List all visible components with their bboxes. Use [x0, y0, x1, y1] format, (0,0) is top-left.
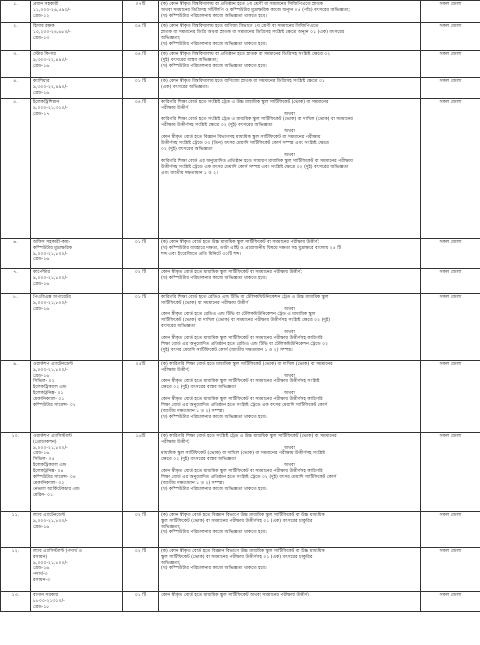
district-cell	[421, 1, 480, 23]
qualification-line: ০২ (দুই) বৎসরের অভিজ্ঞতা	[161, 146, 213, 152]
quantity-cell	[123, 268, 159, 293]
qualification-line: (খ) কম্পিউটার পরিচালনার কাজে অভিজ্ঞতা থাকতে হবে।	[161, 566, 267, 572]
post-line: গ্রেড-১৬	[33, 90, 50, 96]
qualification-cell	[159, 293, 421, 360]
post-cell	[31, 51, 123, 78]
qualification-line: (খ) কম্পিউটার পরিচালনার কাজে অভিজ্ঞতা থাকতে হবে।	[161, 63, 267, 69]
district-quota: সকল জেলা	[439, 99, 462, 105]
qualification-line: অথবা	[284, 306, 295, 312]
district-quota: সকল জেলা	[439, 79, 462, 84]
qualification-cell	[159, 23, 421, 51]
post-line: ১১,০০০-২৬,৫৯০/-	[33, 7, 71, 13]
serial-number: ৯.	[13, 361, 18, 367]
post-line: ইলেকট্রিশিয়ান	[33, 99, 60, 105]
serial-number: ১১.	[11, 512, 20, 518]
qualification-line: (দুই) বৎসর মেয়াদি সার্টিফিকেট কোর্স (জাতীয় দক্ষতামান ১ ও ২) সম্পন্ন।	[161, 347, 293, 353]
qualification-line: এবং জাতীয় দক্ষতামান ১ ও ২।	[161, 170, 218, 176]
post-line: গ্রেড-১৬	[33, 524, 50, 530]
qualification-line: উত্তীর্ণসহ সংশ্লিষ্ট ট্রেডে এক বৎসর মেয়াদি কোর্স সম্পন্ন এবং সংশ্লিষ্ট ক্ষেত্রে ০২ (দুই) বৎসরের অভিজ্ঞতা	[161, 164, 349, 170]
post-line: গ্রেড-১৬	[33, 281, 50, 287]
district-cell	[421, 591, 480, 612]
qualification-line: অথবা	[284, 391, 295, 397]
qualification-line: (খ) কম্পিউটার পরিচালনার কাজে অভিজ্ঞতা থাকতে হবে।	[161, 486, 267, 492]
post-line: গ্রেড-১২	[33, 13, 50, 19]
table-row	[1, 51, 480, 78]
district-cell	[421, 51, 480, 78]
district-quota: সকল জেলা	[439, 294, 462, 300]
qualification-line: (ক) কোন স্বীকৃত বিশ্ববিদ্যালয় হতে বাণিজ্য বিভাগে ২য় শ্রেণী বা সমমানের সিজিপিএতে	[161, 24, 319, 29]
post-line: গ্রেড-১৬	[33, 373, 50, 379]
qualification-line: (ক) কারিগরি শিক্ষা বোর্ড হতে সংশ্লিষ্ট ট্রেড এ উচ্চ মাধ্যমিক স্কুল সার্টিফিকেট (ভোক) বা সমমানের	[161, 433, 337, 439]
post-count: ০২ টি	[134, 548, 147, 554]
qualification-line: মাধ্যমিক স্কুল সার্টিফিকেট (ভোক) বা দাখিল (ভোক) বা সমমানের পরীক্ষায় উত্তীর্ণসহ সংশ্লিষ্ট	[161, 451, 325, 457]
qualification-line: (ক) কোন স্বীকৃত বিশ্ববিদ্যালয় বা প্রতিষ্ঠান হতে স্নাতক বা সমমানের ডিগ্রিসহ সংশ্লিষ্ট ক্ষেত্রে ০২	[161, 52, 331, 57]
qualification-line: অভিজ্ঞতা;	[161, 560, 181, 566]
post-line: ৯,০০০-২১,৩১০/-	[33, 105, 68, 111]
table-row	[1, 511, 480, 547]
qualification-line: কোন স্বীকৃত বোর্ড হতে মাধ্যমিক স্কুল সার্টিফিকেট অথবা সমমানের পরীক্ষায় উত্তীর্ণ।	[161, 592, 310, 598]
serial-number: ১.	[13, 2, 18, 7]
district-quota: সকল জেলা	[439, 592, 462, 598]
qualification-cell	[159, 78, 421, 99]
table-row	[1, 78, 480, 99]
quantity-cell	[123, 98, 159, 238]
post-line: গ্রেড-১৬	[33, 63, 50, 69]
serial-cell	[1, 547, 31, 591]
table-row	[1, 23, 480, 51]
district-quota: সকল জেলা	[439, 239, 462, 245]
post-line: ৯,০০০-২১,৮০০/-	[33, 560, 68, 566]
table-row	[1, 268, 480, 293]
post-line: গ্রেড-১৬	[33, 257, 50, 263]
qualification-line: কোন স্বীকৃত বোর্ড হতে রেডিও এন্ড টিভি বা টেলিকমিউনিকেশন ট্রেড এ মাধ্যমিক স্কুল	[161, 312, 316, 318]
qualification-line: অথবা	[284, 463, 295, 469]
district-quota: সকল জেলা	[439, 52, 462, 57]
qualification-line: (এক) বৎসরের অভিজ্ঞতা।	[161, 84, 209, 90]
table-row	[1, 360, 480, 432]
post-line: ৯,৩০০-২২,৪৯০/-	[33, 84, 68, 90]
qualification-cell	[159, 1, 421, 23]
post-line: অফিস সহকারী-কাম-	[33, 239, 71, 245]
post-line: ওয়ার্কশপ এ্যাটেনডেন্ট	[33, 361, 74, 367]
qualification-line: (খ) কম্পিউটার পরিচালনার কাজে অভিজ্ঞতা থাকতে হবে।	[161, 530, 267, 536]
post-line: ওয়ার্কশপ এ্যাসিস্ট্যান্ট	[33, 433, 72, 439]
post-line: গ্রেড-১৬	[33, 566, 50, 572]
qualification-line: সার্টিফিকেট (ভোক) বা দাখিল (ভোক) বা সমমানের পরীক্ষায় উত্তীর্ণসহ সংশ্লিষ্ট ক্ষেত্রে ০২ (দুই)	[161, 318, 331, 324]
qualification-line: (ক) কোন স্বীকৃত বোর্ড হতে বিজ্ঞান বিভাগে উচ্চ মাধ্যমিক স্কুল সার্টিফিকেট বা উচ্চ মাধ্যমিক	[161, 548, 325, 554]
qualification-line: উত্তীর্ণসহ সংশ্লিষ্ট ট্রেডে ০৩ (তিন) বৎসর মেয়াদি সার্টিফিকেট কোর্স সম্পন্ন এবং সংশ্লিষ্ট ক্ষেত্রে	[161, 141, 329, 147]
post-line: গ্রেড-১৩	[33, 35, 50, 41]
post-cell	[31, 360, 123, 432]
post-count: ০৭টি	[135, 2, 146, 7]
quantity-cell	[123, 511, 159, 547]
table-row	[1, 547, 480, 591]
post-line: মেরিন- ০১	[33, 492, 54, 498]
serial-number: ১০.	[11, 433, 20, 439]
qualification-cell	[159, 238, 421, 268]
qualification-line: কোন স্বীকৃত বোর্ড হতে মাধ্যমিক স্কুল সার্টিফিকেট বা সমমানের পরীক্ষায় উত্তীর্ণসহ কারিগরি	[161, 397, 323, 403]
quantity-cell	[123, 78, 159, 99]
table-row	[1, 591, 480, 612]
post-line: মেকানিক্যাল- ০১	[33, 397, 65, 403]
serial-cell	[1, 360, 31, 432]
post-line: প্রধান সহকারী	[33, 2, 59, 7]
quantity-cell	[123, 591, 159, 612]
quantity-cell	[123, 238, 159, 268]
qualification-line: পরীক্ষায় উত্তীর্ণ;	[161, 367, 190, 373]
qualification-cell	[159, 98, 421, 238]
post-line: বাগান সরকার	[33, 592, 59, 598]
serial-cell	[1, 98, 31, 238]
serial-number: ৪.	[13, 79, 18, 84]
serial-cell	[1, 238, 31, 268]
serial-number: ২.	[13, 24, 18, 29]
post-line: ইলেকট্রিক্যাল এন্ড	[33, 385, 67, 391]
post-line: ৯,০০০-২১,৮০০/-	[33, 445, 68, 451]
post-line: ইলেকট্রনিক্স- ০১	[33, 391, 64, 397]
serial-cell	[1, 432, 31, 511]
qualification-line: (ক) কারিগরি শিক্ষা বোর্ড হতে মাধ্যমিক স্কুল সার্টিফিকেট (ভোক) বা দাখিল (ভোক) বা সমমানের	[161, 361, 333, 367]
post-cell	[31, 268, 123, 293]
qualification-line: শিক্ষা বোর্ড এর অনুমোদিত প্রতিষ্ঠান হতে সংশ্লিষ্ট ট্রেডে ০২ (দুই) বৎসর মেয়াদি সার্টিফিকেট কোর্স	[161, 475, 337, 481]
quantity-cell	[123, 360, 159, 432]
qualification-line: পরীক্ষায় উত্তীর্ণসহ সংশ্লিষ্ট ক্ষেত্রে ০২ (দুই) বৎসরের অভিজ্ঞতা	[161, 123, 273, 129]
qualification-line: শিক্ষা বোর্ড এর অনুমোদিত প্রতিষ্ঠান হতে সংশ্লিষ্ট ট্রেডে এক বৎসর মেয়াদি সার্টিফিকেট কোর্স	[161, 403, 328, 409]
qualification-line: কারিগরি শিক্ষা বোর্ড হতে সংশ্লিষ্ট ট্রেড এ মাধ্যমিক স্কুল সার্টিফিকেট (ভোক) বা দাখিল (ভোক) বা সমমানের	[161, 117, 353, 123]
post-line: গ্রেড-১৬	[33, 451, 50, 457]
post-line: ইলেকট্রিক্যাল এন্ড	[33, 463, 67, 469]
table-body	[1, 1, 480, 612]
qualification-line: শিক্ষা বোর্ড এর অনুমোদিত প্রতিষ্ঠান হতে রেডিও এন্ড টিভি বা টেলিকমিউনিকেশন ট্রেডে ০২	[161, 341, 329, 347]
qualification-line: কোন স্বীকৃত বোর্ড হতে মাধ্যমিক স্কুল সার্টিফিকেট বা সমমানের পরীক্ষায় উত্তীর্ণ;	[161, 269, 303, 275]
qualification-line: (খ) কম্পিউটার পরিচালনায় কাজে অভিজ্ঞতা থাকতে হবে।	[161, 13, 267, 19]
post-line: নেভাল আর্কিটেকচার এন্ড	[33, 486, 80, 492]
qualification-line: (ক) কোন স্বীকৃত বিশ্ববিদ্যালয় বা প্রতিষ্ঠান হতে ২য় শ্রেণী বা সমমানের সিজিপিএতে স্নাতক	[161, 2, 324, 7]
district-quota: সকল জেলা	[439, 512, 462, 518]
qualification-line: (ক) কোন স্বীকৃত বোর্ড হতে বিজ্ঞান বিভাগে উচ্চ মাধ্যমিক স্কুল সার্টিফিকেট বা উচ্চ মাধ্যমিক	[161, 512, 325, 518]
district-cell	[421, 293, 480, 360]
post-cell	[31, 293, 123, 360]
district-cell	[421, 360, 480, 432]
post-line: ল্যাব এ্যাসিস্ট্যান্ট (পদার্থ ও	[33, 548, 82, 554]
post-cell	[31, 591, 123, 612]
qualification-cell	[159, 360, 421, 432]
post-line: ৮৮০০-২১৩১০/-	[33, 598, 65, 604]
post-count: ০৪ টি	[134, 99, 147, 105]
post-cell	[31, 432, 123, 511]
post-count: ০৫টি	[135, 361, 146, 367]
table-row	[1, 238, 480, 268]
qualification-line: অথবা	[284, 111, 295, 117]
quantity-cell	[123, 432, 159, 511]
qualification-line: (জাতীয় দক্ষতামান ১ ও ২) সম্পন্ন।	[161, 408, 225, 414]
post-count: ১৬টি	[135, 433, 146, 439]
district-quota: সকল জেলা	[439, 433, 462, 439]
quantity-cell	[123, 23, 159, 51]
serial-number: ৩.	[13, 52, 18, 57]
district-cell	[421, 98, 480, 238]
qualification-line: কারিগরি শিক্ষা বোর্ড এর অনুমোদিত প্রতিষ্ঠান হতে সাধারণ মাধ্যমিক স্কুল সার্টিফিকেট বা সমমানের পরীক্ষায়	[161, 158, 353, 164]
post-line: ৯,৩০০-২২,৪৯০/-	[33, 57, 68, 63]
post-line: কম্পিউটার সায়েন্স- ০১	[33, 403, 76, 409]
post-line: (প্রোডাকশন)	[33, 439, 57, 445]
qualification-line: অথবা	[284, 330, 295, 336]
district-quota: সকল জেলা	[439, 24, 462, 29]
qualification-line: অভিজ্ঞতা;	[161, 35, 181, 41]
qualification-line: কোন স্বীকৃত বোর্ড হতে মাধ্যমিক স্কুল সার্টিফিকেট বা সমমানের পরীক্ষায় উত্তীর্ণসহ সংশ্লিষ্ট	[161, 379, 320, 385]
district-quota: সকল জেলা	[439, 2, 462, 7]
qualification-cell	[159, 51, 421, 78]
district-quota: সকল জেলা	[439, 548, 462, 554]
post-cell	[31, 23, 123, 51]
qualification-line: ক্ষেত্রে ০২ (দুই) বৎসরের বাস্তব অভিজ্ঞতা	[161, 385, 237, 391]
post-line: ১০,২০০-২৪,৬৮০/-	[33, 29, 71, 35]
post-line: রসায়ন-৩	[33, 578, 50, 584]
post-cell	[31, 78, 123, 99]
qualification-line: অভিজ্ঞতা;	[161, 524, 181, 530]
qualification-line: পরীক্ষায় উত্তীর্ণ;	[161, 439, 190, 445]
qualification-line: বৎসরের অভিজ্ঞতা	[161, 324, 196, 330]
qualification-line: অথবা সমমানের ডিগ্রিসহ সাঁটলিপি ও কম্পিউটার মুদ্রাক্ষরিক কাজে অন্যূন ০৫ (পাঁচ) বৎসরের অভিজ্ঞতা;	[161, 7, 350, 13]
serial-number: ১৩.	[11, 592, 20, 598]
post-line: মেকানিক্যাল- ০২	[33, 480, 65, 486]
district-cell	[421, 78, 480, 99]
serial-number: ১২.	[11, 548, 20, 554]
post-line: কম্পিউটার সায়েন্স- ০৪	[33, 475, 76, 481]
serial-number: ৫.	[13, 99, 18, 105]
qualification-line: ক্ষেত্রে ০২ (দুই) বৎসরের বাস্তব অভিজ্ঞতা	[161, 457, 237, 463]
post-line: সিভিল- ০৫	[33, 457, 55, 463]
serial-cell	[1, 268, 31, 293]
post-line: পিএবিএক্স অপারেটর	[33, 294, 71, 300]
quantity-cell	[123, 1, 159, 23]
post-line: গ্রেড-১৬	[33, 306, 50, 312]
qualification-line: অথবা	[284, 152, 295, 158]
qualification-line: (খ) কম্পিউটার পরিচালনার কাজে অভিজ্ঞতা থাকতে হবে।	[161, 41, 267, 47]
qualification-line: পরীক্ষায় উত্তীর্ণ	[161, 105, 189, 111]
table-row	[1, 1, 480, 23]
district-cell	[421, 238, 480, 268]
qualification-line: অথবা	[284, 445, 295, 451]
table-row	[1, 432, 480, 511]
post-line: ৯,০০০-২১,৮০০/-	[33, 275, 68, 281]
qualification-line: (জাতীয় দক্ষতামান ১ ও ২) সম্পন্ন।	[161, 480, 225, 486]
post-line: কার্পেন্টার	[33, 269, 50, 275]
qualification-cell	[159, 511, 421, 547]
qualification-line: কারিগরি শিক্ষা বোর্ড হতে সংশ্লিষ্ট ট্রেড এ উচ্চ মাধ্যমিক স্কুল সার্টিফিকেট (ভোক) বা সমমানের	[161, 99, 329, 105]
serial-cell	[1, 78, 31, 99]
district-quota: সকল জেলা	[439, 361, 462, 367]
qualification-line: কোন স্বীকৃত বোর্ড হতে মাধ্যমিক স্কুল সার্টিফিকেট বা সমমানের পরীক্ষায় উত্তীর্ণসহ কারিগরি	[161, 469, 323, 475]
qualification-line: (খ) কম্পিউটার পরিচালনার কাজে অভিজ্ঞতা থাকতে হবে।	[161, 275, 267, 281]
post-line: সিভিল- ০২	[33, 379, 55, 385]
qualification-cell	[159, 591, 421, 612]
quantity-cell	[123, 293, 159, 360]
district-cell	[421, 23, 480, 51]
post-line: ৯,০০০-২১,৮০০/-	[33, 251, 68, 257]
post-line: ৯,০০০-২১,৮০০/-	[33, 300, 68, 306]
post-count: ০১ টি	[134, 294, 147, 300]
qualification-line: কোন স্বীকৃত বোর্ড হতে বিজ্ঞান বিভাগসহ মাধ্যমিক স্কুল সার্টিফিকেট বা সমমানের পরীক্ষায়	[161, 135, 321, 141]
qualification-line: (খ) কম্পিউটার ব্যবহারে দক্ষতা, ডাটা এন্ট্রি ও প্রয়োজনীয় বিষয়ে দক্ষতা সহ মুদ্রাক্ষরে বাংলায় ২৫ টি	[161, 245, 342, 251]
post-cell	[31, 547, 123, 591]
district-quota: সকল জেলা	[439, 269, 462, 275]
post-count: ০১ টি	[134, 79, 147, 84]
post-line: ইলেকট্রনিক্স- ০৪	[33, 469, 64, 475]
post-count: ০২ টি	[134, 269, 147, 275]
qualification-line: অথবা	[284, 129, 295, 135]
post-line: রসায়ন)	[33, 554, 48, 560]
serial-number: ৬.	[13, 239, 18, 245]
post-line: ৯,০০০-২১,৮০০/-	[33, 367, 68, 373]
qualification-line: (ক) কোন স্বীকৃত বিশ্ববিদ্যালয় হতে বাণিজ্যে স্নাতক বা সমমানের ডিগ্রিসহ সংশ্লিষ্ট ক্ষেত্রে ০১	[161, 79, 325, 84]
serial-number: ৮.	[13, 294, 18, 300]
qualification-line: স্নাতক বা সমমানের ডিগ্রি অথবা স্নাতক বা সমমানের ডিগ্রিসহ সংশ্লিষ্ট ক্ষেত্রে অন্যূন ০১ (এক) বৎসরের	[161, 29, 345, 35]
post-line: ল্যাব এ্যাটেনডেন্ট	[33, 512, 66, 518]
post-cell	[31, 1, 123, 23]
serial-cell	[1, 23, 31, 51]
qualification-line: অথবা	[284, 373, 295, 379]
post-line: গ্রেড-১৮	[33, 604, 50, 610]
post-line: ৯,০০০-২১,৮০০/-	[33, 518, 68, 524]
qualification-line: শব্দ এবং ইংরেজিতে প্রতি মিনিটে ৩০টি শব্দ।	[161, 251, 242, 257]
post-line: কম্পিউটার মুদ্রাক্ষরিক	[33, 245, 72, 251]
serial-cell	[1, 1, 31, 23]
district-cell	[421, 268, 480, 293]
qualification-line: (খ) কম্পিউটার পরিচালনার কাজে অভিজ্ঞতা থাকতে হবে।	[161, 414, 267, 420]
quantity-cell	[123, 51, 159, 78]
serial-cell	[1, 51, 31, 78]
qualification-line: স্কুল সার্টিফিকেট (ভোক) বা সমমানের পরীক্ষায় উত্তীর্ণসহ ০১ (এক) বৎসরের চাকুরির	[161, 518, 313, 524]
post-line: পদার্থ-৩	[33, 572, 48, 578]
qualification-line: কোন স্বীকৃত বোর্ড হতে মাধ্যমিক স্কুল সার্টিফিকেট বা সমমানের পরীক্ষায় উত্তীর্ণসহ কারিগরি	[161, 336, 323, 342]
post-line: ক্যাশিয়ার	[33, 79, 50, 84]
qualification-line: (ক) কোন স্বীকৃত বোর্ড হতে উচ্চ মাধ্যমিক স্কুল সার্টিফিকেট বা সমমানের পরীক্ষায় উত্তীর্ণ;	[161, 239, 320, 245]
qualification-cell	[159, 547, 421, 591]
table-row	[1, 98, 480, 238]
qualification-cell	[159, 432, 421, 511]
post-cell	[31, 98, 123, 238]
qualification-line: কারিগরি শিক্ষা বোর্ড হতে রেডিও এন্ড টিভি বা টেলিকমিউনিকেশন ট্রেড এ উচ্চ মাধ্যমিক স্কুল	[161, 294, 329, 300]
district-cell	[421, 511, 480, 547]
serial-cell	[1, 591, 31, 612]
table-row	[1, 293, 480, 360]
post-count: ০২ টি	[134, 512, 147, 518]
district-cell	[421, 547, 480, 591]
serial-number: ৭.	[13, 269, 18, 275]
serial-cell	[1, 511, 31, 547]
quantity-cell	[123, 547, 159, 591]
serial-cell	[1, 293, 31, 360]
post-count: ০১ টি	[134, 239, 147, 245]
qualification-line: স্কুল সার্টিফিকেট (ভোক) বা সমমানের পরীক্ষায় উত্তীর্ণসহ ০১ (এক) বৎসরের চাকুরির	[161, 554, 313, 560]
post-cell	[31, 511, 123, 547]
post-count: ০৪ টি	[134, 52, 147, 57]
post-count: ০৪ টি	[134, 24, 147, 29]
post-count: ০১ টি	[134, 592, 147, 598]
qualification-cell	[159, 268, 421, 293]
post-line: গ্রেড-১৭	[33, 111, 50, 117]
post-cell	[31, 238, 123, 268]
qualification-line: সার্টিফিকেট (ভোক) বা সমমানের পরীক্ষায় উত্তীর্ণ	[161, 300, 249, 306]
district-cell	[421, 432, 480, 511]
post-line: হিসাব রক্ষক	[33, 24, 55, 29]
post-line: স্টোর কিপার	[33, 52, 56, 57]
qualification-line: (দুই) বৎসরের বাস্তব অভিজ্ঞতা;	[161, 57, 218, 63]
